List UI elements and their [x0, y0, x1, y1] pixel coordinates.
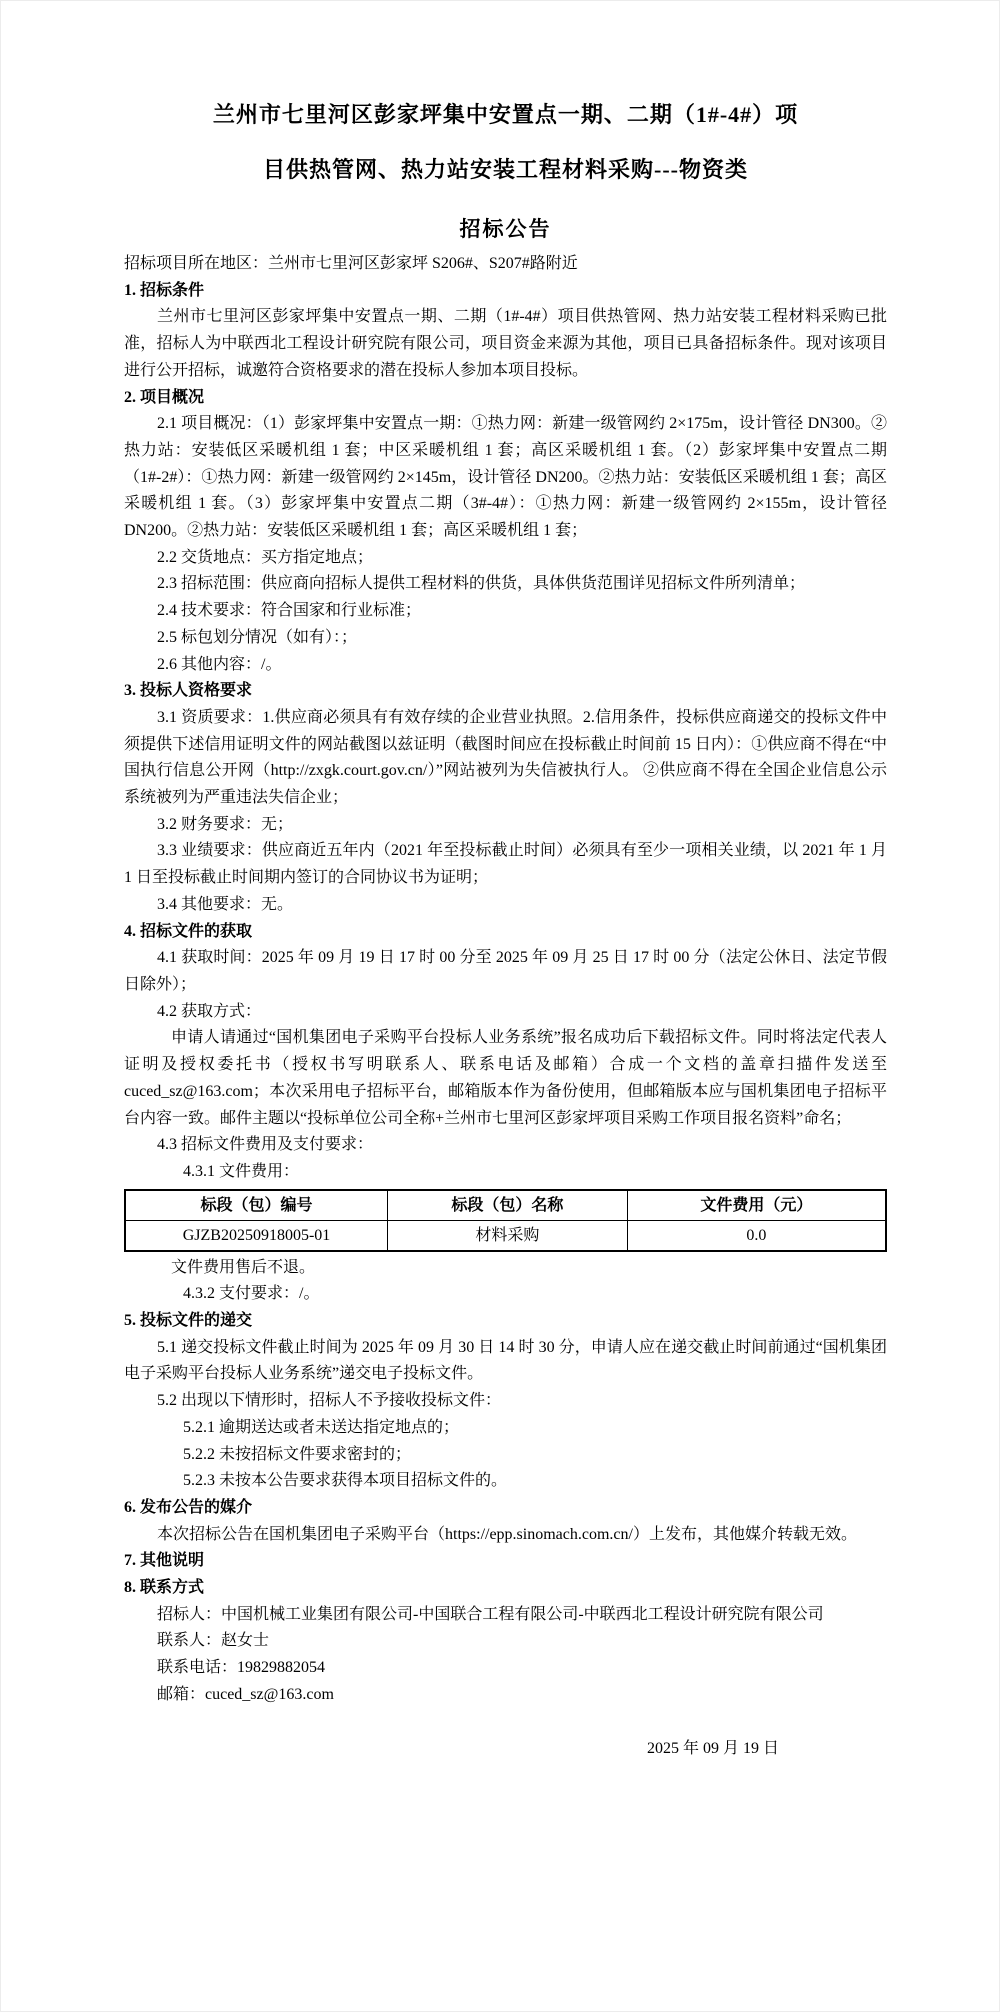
heading-bid-submission: 5. 投标文件的递交: [124, 1312, 253, 1330]
para-announcement-media: 本次招标公告在国机集团电子采购平台（https://epp.sinomach.com.cn/）上发布，其他媒介转载无效。: [157, 1525, 857, 1543]
para-fee-no-refund: 文件费用售后不退。: [171, 1258, 316, 1276]
fee-table-cell-document-fee: 0.0: [627, 1220, 886, 1251]
doc-title-line2: 目供热管网、热力站安装工程材料采购---物资类: [263, 157, 748, 182]
para-project-overview: 2.1 项目概况：（1）彭家坪集中安置点一期：①热力网：新建一级管网约 2×175m，设计管径 DN300。②热力站：安装低区采暖机组 1 套；中区采暖机组 1 套；高区采暖机组 1 套。（2）彭家坪集中安置点二期（1#-2#）：①热力网：新建一级管网约 2×145m，设计管径 DN200。②热力站：安装低区采暖机组 1 套；高区采暖机组 1 套。（3）彭家坪集中安置点二期（3#-4#）：①热力网：新建一级管网约 2×155m，设计管径 DN200。②热力站：安装低区采暖机组 1 套；高区采暖机组 1 套；: [124, 415, 887, 540]
para-technical-requirements: 2.4 技术要求：符合国家和行业标准；: [157, 602, 422, 620]
para-package-division: 2.5 标包划分情况（如有）：；: [157, 628, 358, 646]
heading-announcement-media: 6. 发布公告的媒介: [124, 1498, 253, 1516]
para-rejection-case-2: 5.2.2 未按招标文件要求密封的；: [183, 1445, 412, 1463]
para-qualification-requirements: 3.1 资质要求：1.供应商必须具有有效存续的企业营业执照。2.信用条件，投标供应商递交的投标文件中须提供下述信用证明文件的网站截图以兹证明（截图时间应在投标截止时间前 15 日内）：①供应商不得在“中国执行信息公开网（http://zxgk.court.gov.cn/）”网站被列为失信被执行人。 ②供应商不得在全国企业信息公示系统被列为严重违法失信企业；: [124, 708, 887, 807]
para-other-content: 2.6 其他内容：/。: [157, 655, 282, 673]
para-submission-deadline: 5.1 递交投标文件截止时间为 2025 年 09 月 30 日 14 时 30 分，申请人应在递交截止时间前通过“国机集团电子采购平台投标人业务系统”递交电子投标文件。: [124, 1338, 887, 1383]
para-rejection-case-1: 5.2.1 逾期送达或者未送达指定地点的；: [183, 1418, 460, 1436]
para-performance-requirements: 3.3 业绩要求：供应商近五年内（2021 年至投标截止时间）必须具有至少一项相关业绩，以 2021 年 1 月 1 日至投标截止时间期内签订的合同协议书为证明；: [124, 842, 887, 887]
para-rejection-cases: 5.2 出现以下情形时，招标人不予接收投标文件：: [157, 1392, 502, 1410]
region-line: 招标项目所在地区：兰州市七里河区彭家坪 S206#、S207#路附近: [124, 255, 578, 272]
fee-table-cell-package-name: 材料采购: [388, 1220, 628, 1251]
para-tenderee: 招标人：中国机械工业集团有限公司-中国联合工程有限公司-中联西北工程设计研究院有限公司: [157, 1605, 824, 1623]
doc-date: 2025 年 09 月 19 日: [646, 1739, 779, 1757]
document-content: [1, 87, 999, 1762]
heading-tender-conditions: 1. 招标条件: [124, 281, 205, 299]
heading-project-overview: 2. 项目概况: [124, 388, 205, 406]
para-delivery-place: 2.2 交货地点：买方指定地点；: [157, 548, 374, 566]
fee-table-header-package-name: 标段（包）名称: [388, 1190, 628, 1221]
fee-table: [124, 1189, 887, 1252]
fee-table-header-row: [125, 1190, 886, 1221]
para-other-requirements: 3.4 其他要求：无。: [157, 895, 294, 913]
fee-table-row: [125, 1220, 886, 1251]
para-acquisition-time: 4.1 获取时间：2025 年 09 月 19 日 17 时 00 分至 2025 年 09 月 25 日 17 时 00 分（法定公休日、法定节假日除外）；: [124, 949, 887, 993]
heading-other-notes: 7. 其他说明: [124, 1552, 205, 1570]
para-acquisition-method-detail: 申请人请通过“国机集团电子采购平台投标人业务系统”报名成功后下载招标文件。同时将法定代表人证明及授权委托书（授权书写明联系人、联系电话及邮箱）合成一个文档的盖章扫描件发送至 cuced_sz@163.com；本次采用电子招标平台，邮箱版本作为备份使用，但邮箱版本应与国机集团电子招标平台内容一致。邮件主题以“投标单位公司全称+兰州市七里河区彭家坪项目采购工作项目报名资料”命名；: [124, 1029, 887, 1127]
para-rejection-case-3: 5.2.3 未按本公告要求获得本项目招标文件的。: [183, 1472, 508, 1490]
doc-title-line1: 兰州市七里河区彭家坪集中安置点一期、二期（1#-4#）项: [212, 102, 799, 127]
fee-table-header-document-fee: 文件费用（元）: [627, 1190, 886, 1221]
para-payment-requirement: 4.3.2 支付要求：/。: [183, 1285, 320, 1303]
para-contact-person: 联系人：赵女士: [157, 1632, 270, 1650]
para-tender-conditions: 兰州市七里河区彭家坪集中安置点一期、二期（1#-4#）项目供热管网、热力站安装工程材料采购已批准，招标人为中联西北工程设计研究院有限公司，项目资金来源为其他，项目已具备招标条件。现对该项目进行公开招标，诚邀符合资格要求的潜在投标人参加本项目投标。: [124, 308, 887, 379]
heading-bidder-qualification: 3. 投标人资格要求: [124, 682, 253, 700]
para-acquisition-method: 4.2 获取方式：: [157, 1002, 262, 1020]
para-document-fee-label: 4.3.1 文件费用：: [183, 1162, 300, 1180]
fee-table-header-package-number: 标段（包）编号: [125, 1190, 388, 1221]
para-contact-phone: 联系电话：19829882054: [157, 1659, 326, 1677]
heading-document-acquisition: 4. 招标文件的获取: [124, 922, 253, 940]
doc-title: [124, 87, 887, 197]
para-tender-scope: 2.3 招标范围：供应商向招标人提供工程材料的供货，具体供货范围详见招标文件所列清单；: [157, 575, 806, 593]
fee-table-cell-package-number: GJZB20250918005-01: [125, 1220, 388, 1251]
document-body: [124, 251, 887, 1709]
heading-contact-info: 8. 联系方式: [124, 1579, 205, 1597]
para-financial-requirements: 3.2 财务要求：无；: [157, 815, 294, 833]
para-document-fee-and-payment: 4.3 招标文件费用及支付要求：: [157, 1136, 374, 1154]
para-contact-email: 邮箱：cuced_sz@163.com: [157, 1685, 334, 1703]
doc-subtitle: 招标公告: [459, 217, 552, 241]
